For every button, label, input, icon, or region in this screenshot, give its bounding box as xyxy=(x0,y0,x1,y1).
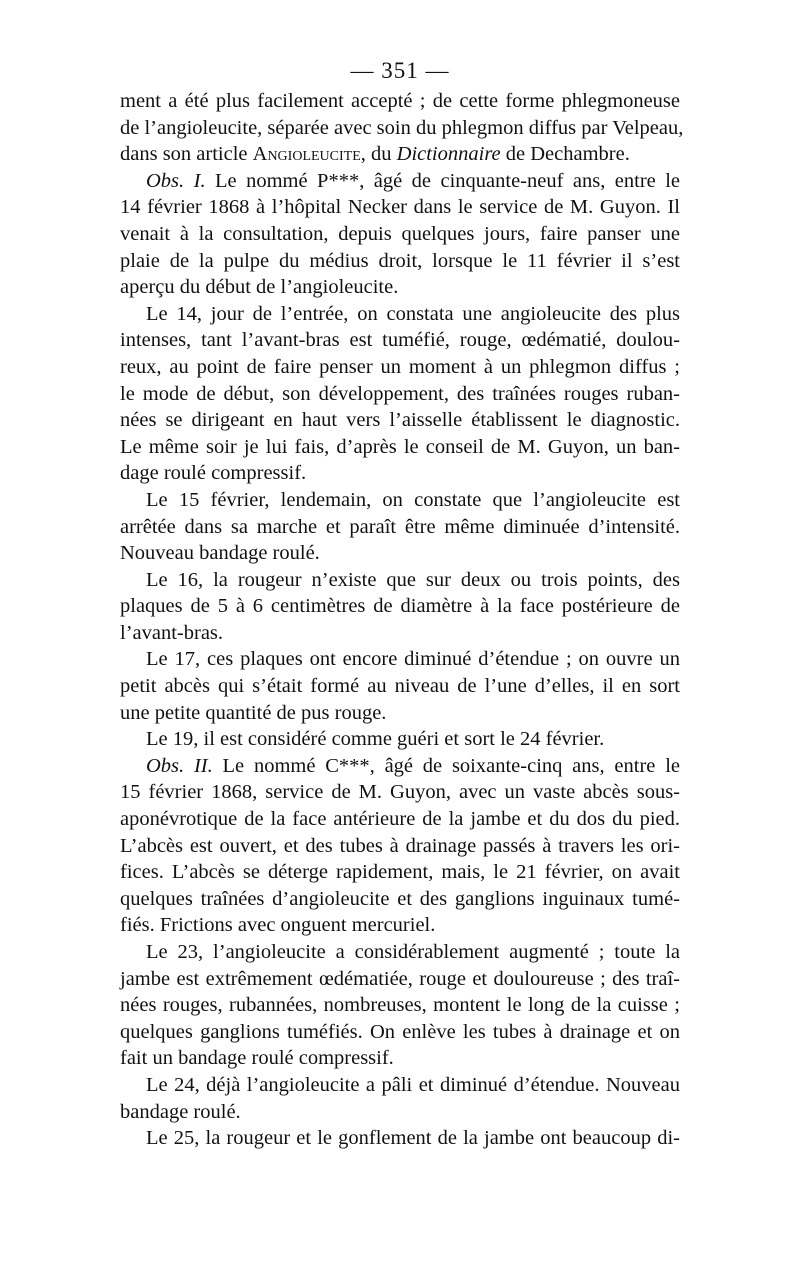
text-line: quelques ganglions tuméfiés. On enlève les tubes à drainage et on xyxy=(120,1020,680,1043)
paragraph xyxy=(120,726,680,753)
paragraph xyxy=(120,567,680,647)
text-line: reux, au point de faire penser un moment à un phlegmon diffus ; xyxy=(120,355,680,378)
paragraph xyxy=(120,168,680,301)
paragraph xyxy=(120,88,684,168)
text-line: plaie de la pulpe du médius droit, lorsque le 11 février il s’est xyxy=(120,249,680,272)
body-text xyxy=(120,88,684,1152)
smallcaps-run: Angioleucite xyxy=(252,143,361,166)
paragraph xyxy=(120,646,680,726)
text-run: dans son article xyxy=(120,143,253,166)
text-line: Le 16, la rougeur n’existe que sur deux ou trois points, des xyxy=(146,568,680,591)
text-line: aponévrotique de la face antérieure de la jambe et du dos du pied. xyxy=(120,808,680,831)
text-line: aperçu du début de l’angioleucite. xyxy=(120,276,399,299)
page-number: — 351 — xyxy=(350,58,450,83)
text-run: Le nommé C***, âgé de soixante-cinq ans, entre le xyxy=(212,754,680,777)
text-line: L’abcès est ouvert, et des tubes à drainage passés à travers les ori- xyxy=(120,834,680,857)
text-line: 15 février 1868, service de M. Guyon, avec un vaste abcès sous- xyxy=(120,781,680,804)
text-line xyxy=(120,141,680,168)
text-line: arrêtée dans sa marche et paraît être même diminuée d’intensité. xyxy=(120,515,680,538)
italic-run: Obs. I. xyxy=(146,169,206,192)
paragraph xyxy=(120,301,680,487)
italic-run: Obs. II. xyxy=(146,754,213,777)
italic-run: Dictionnaire xyxy=(396,143,501,166)
text-line: Le même soir je lui fais, d’après le conseil de M. Guyon, un ban- xyxy=(120,435,680,458)
text-line: nées rouges, rubannées, nombreuses, montent le long de la cuisse ; xyxy=(120,994,680,1017)
paragraph xyxy=(120,1125,680,1152)
text-line: Le 23, l’angioleucite a considérablement augmenté ; toute la xyxy=(146,941,680,963)
text-line: fiés. Frictions avec onguent mercuriel. xyxy=(120,914,436,937)
text-line: l’avant-bras. xyxy=(120,621,224,644)
text-line: nées se dirigeant en haut vers l’aisselle établissent le diagnostic. xyxy=(120,409,680,432)
text-line: fait un bandage roulé compressif. xyxy=(120,1047,394,1070)
text-line: quelques traînées d’angioleucite et des ganglions inguinaux tumé- xyxy=(120,887,680,910)
text-line: Le 19, il est considéré comme guéri et sort le 24 février. xyxy=(146,728,605,751)
text-line: venait à la consultation, depuis quelques jours, faire panser une xyxy=(120,222,680,245)
text-line: Le 25, la rougeur et le gonflement de la jambe ont beaucoup di- xyxy=(146,1127,680,1150)
text-line: Le 24, déjà l’angioleucite a pâli et diminué d’étendue. Nouveau xyxy=(146,1073,680,1096)
paragraph xyxy=(120,939,680,1072)
text-line: Le 17, ces plaques ont encore diminué d’étendue ; on ouvre un xyxy=(146,648,680,671)
text-line: bandage roulé. xyxy=(120,1100,241,1123)
text-line: jambe est extrêmement œdématiée, rouge et douloureuse ; des traî- xyxy=(120,967,680,990)
text-run: Le nommé P***, âgé de cinquante-neuf ans, entre le xyxy=(205,169,681,192)
text-line: fices. L’abcès se déterge rapidement, mais, le 21 février, on avait xyxy=(120,861,680,884)
text-line: une petite quantité de pus rouge. xyxy=(120,701,387,724)
text-line: Le 15 février, lendemain, on constate que l’angioleucite est xyxy=(146,488,680,511)
text-line: plaques de 5 à 6 centimètres de diamètre à la face postérieure de xyxy=(120,595,680,618)
text-line: 14 février 1868 à l’hôpital Necker dans le service de M. Guyon. Il xyxy=(120,196,680,219)
text-line: dage roulé compressif. xyxy=(120,462,307,485)
text-line: ment a été plus facilement accepté ; de cette forme phlegmoneuse xyxy=(120,90,680,112)
text-line xyxy=(120,753,680,780)
paragraph xyxy=(120,487,680,567)
text-line: intenses, tant l’avant-bras est tuméfié, rouge, œdématié, doulou- xyxy=(120,329,680,352)
text-line: Le 14, jour de l’entrée, on constata une angioleucite des plus xyxy=(146,302,680,325)
text-run: , du xyxy=(360,143,397,166)
text-line xyxy=(120,168,680,195)
text-run: de Dechambre. xyxy=(500,143,630,166)
text-line: de l’angioleucite, séparée avec soin du phlegmon diffus par Velpeau, xyxy=(120,116,684,139)
text-line: le mode de début, son développement, des traînées rouges ruban- xyxy=(120,382,680,405)
text-line: Nouveau bandage roulé. xyxy=(120,542,320,565)
paragraph xyxy=(120,753,680,939)
text-line: petit abcès qui s’était formé au niveau de l’une d’elles, il en sort xyxy=(120,675,680,698)
paragraph xyxy=(120,1072,680,1125)
